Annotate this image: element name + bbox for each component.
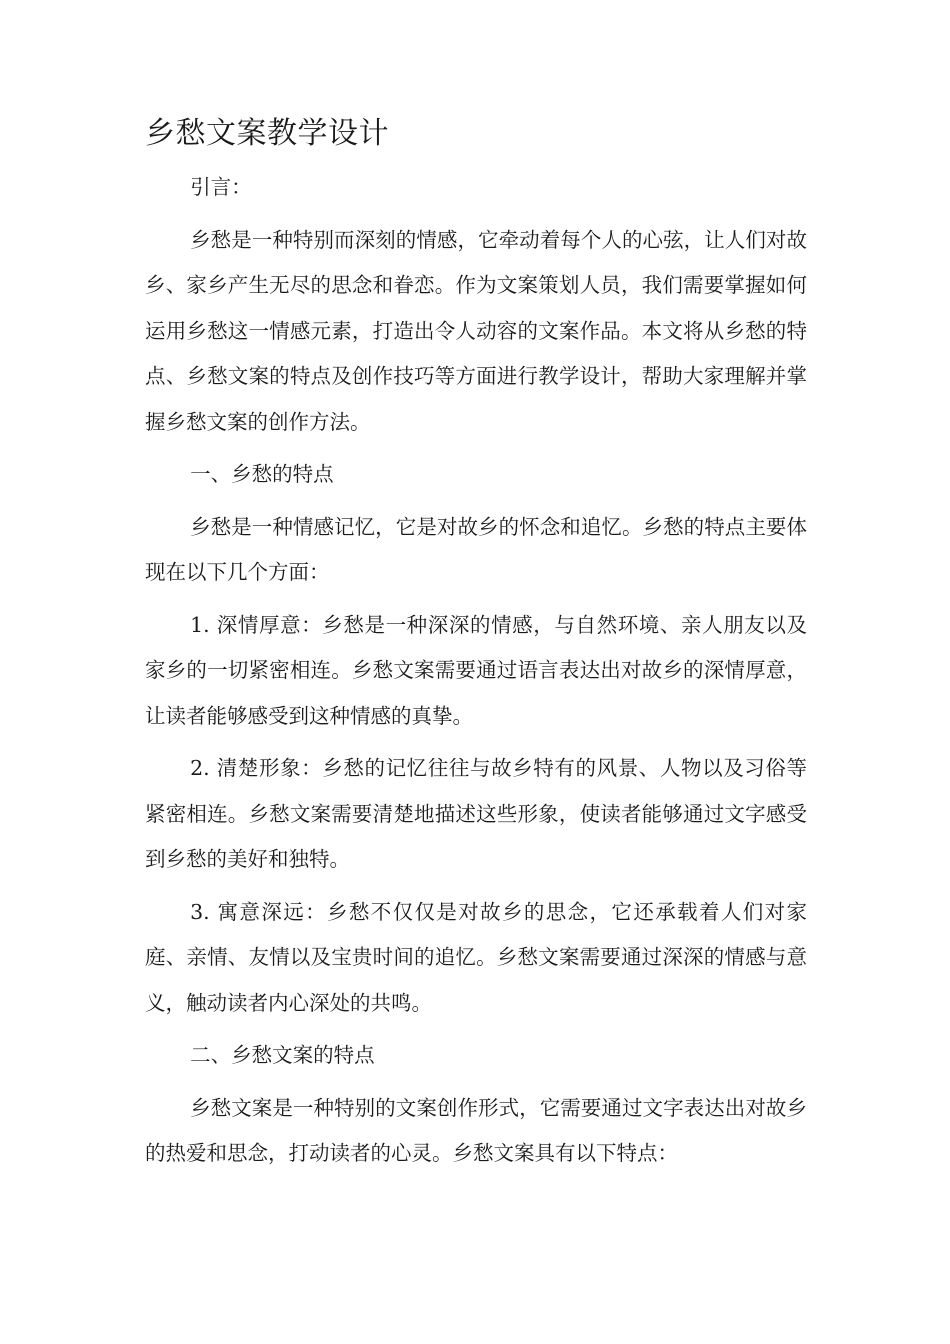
list-item-2: 2. 清楚形象：乡愁的记忆往往与故乡特有的风景、人物以及习俗等紧密相连。乡愁文案需要清楚地描述这些形象，使读者能够通过文字感受到乡愁的美好和独特。 [145,756,807,871]
section-2-intro: 乡愁文案是一种特别的文案创作形式，它需要通过文字表达出对故乡的热爱和思念，打动读者的心灵。乡愁文案具有以下特点： [145,1095,807,1165]
section-1-intro: 乡愁是一种情感记忆，它是对故乡的怀念和追忆。乡愁的特点主要体现在以下几个方面： [145,514,807,584]
section-heading-1: 一、乡愁的特点 [190,462,334,486]
list-item-3: 3. 寓意深远：乡愁不仅仅是对故乡的思念，它还承载着人们对家庭、亲情、友情以及宝贵时间的追忆。乡愁文案需要通过深深的情感与意义，触动读者内心深处的共鸣。 [145,899,807,1015]
document-body [145,165,807,1184]
intro-paragraph: 乡愁是一种特别而深刻的情感，它牵动着每个人的心弦，让人们对故乡、家乡产生无尽的思念和眷恋。作为文案策划人员，我们需要掌握如何运用乡愁这一情感元素，打造出令人动容的文案作品。本文将从乡愁的特点、乡愁文案的特点及创作技巧等方面进行教学设计，帮助大家理解并掌握乡愁文案的创作方法。 [145,227,807,434]
document-title: 乡愁文案教学设计 [145,116,389,151]
intro-label: 引言： [190,175,252,199]
list-item-1: 1. 深情厚意：乡愁是一种深深的情感，与自然环境、亲人朋友以及家乡的一切紧密相连。乡愁文案需要通过语言表达出对故乡的深情厚意，让读者能够感受到这种情感的真挚。 [145,612,807,728]
section-heading-2: 二、乡愁文案的特点 [190,1043,375,1067]
